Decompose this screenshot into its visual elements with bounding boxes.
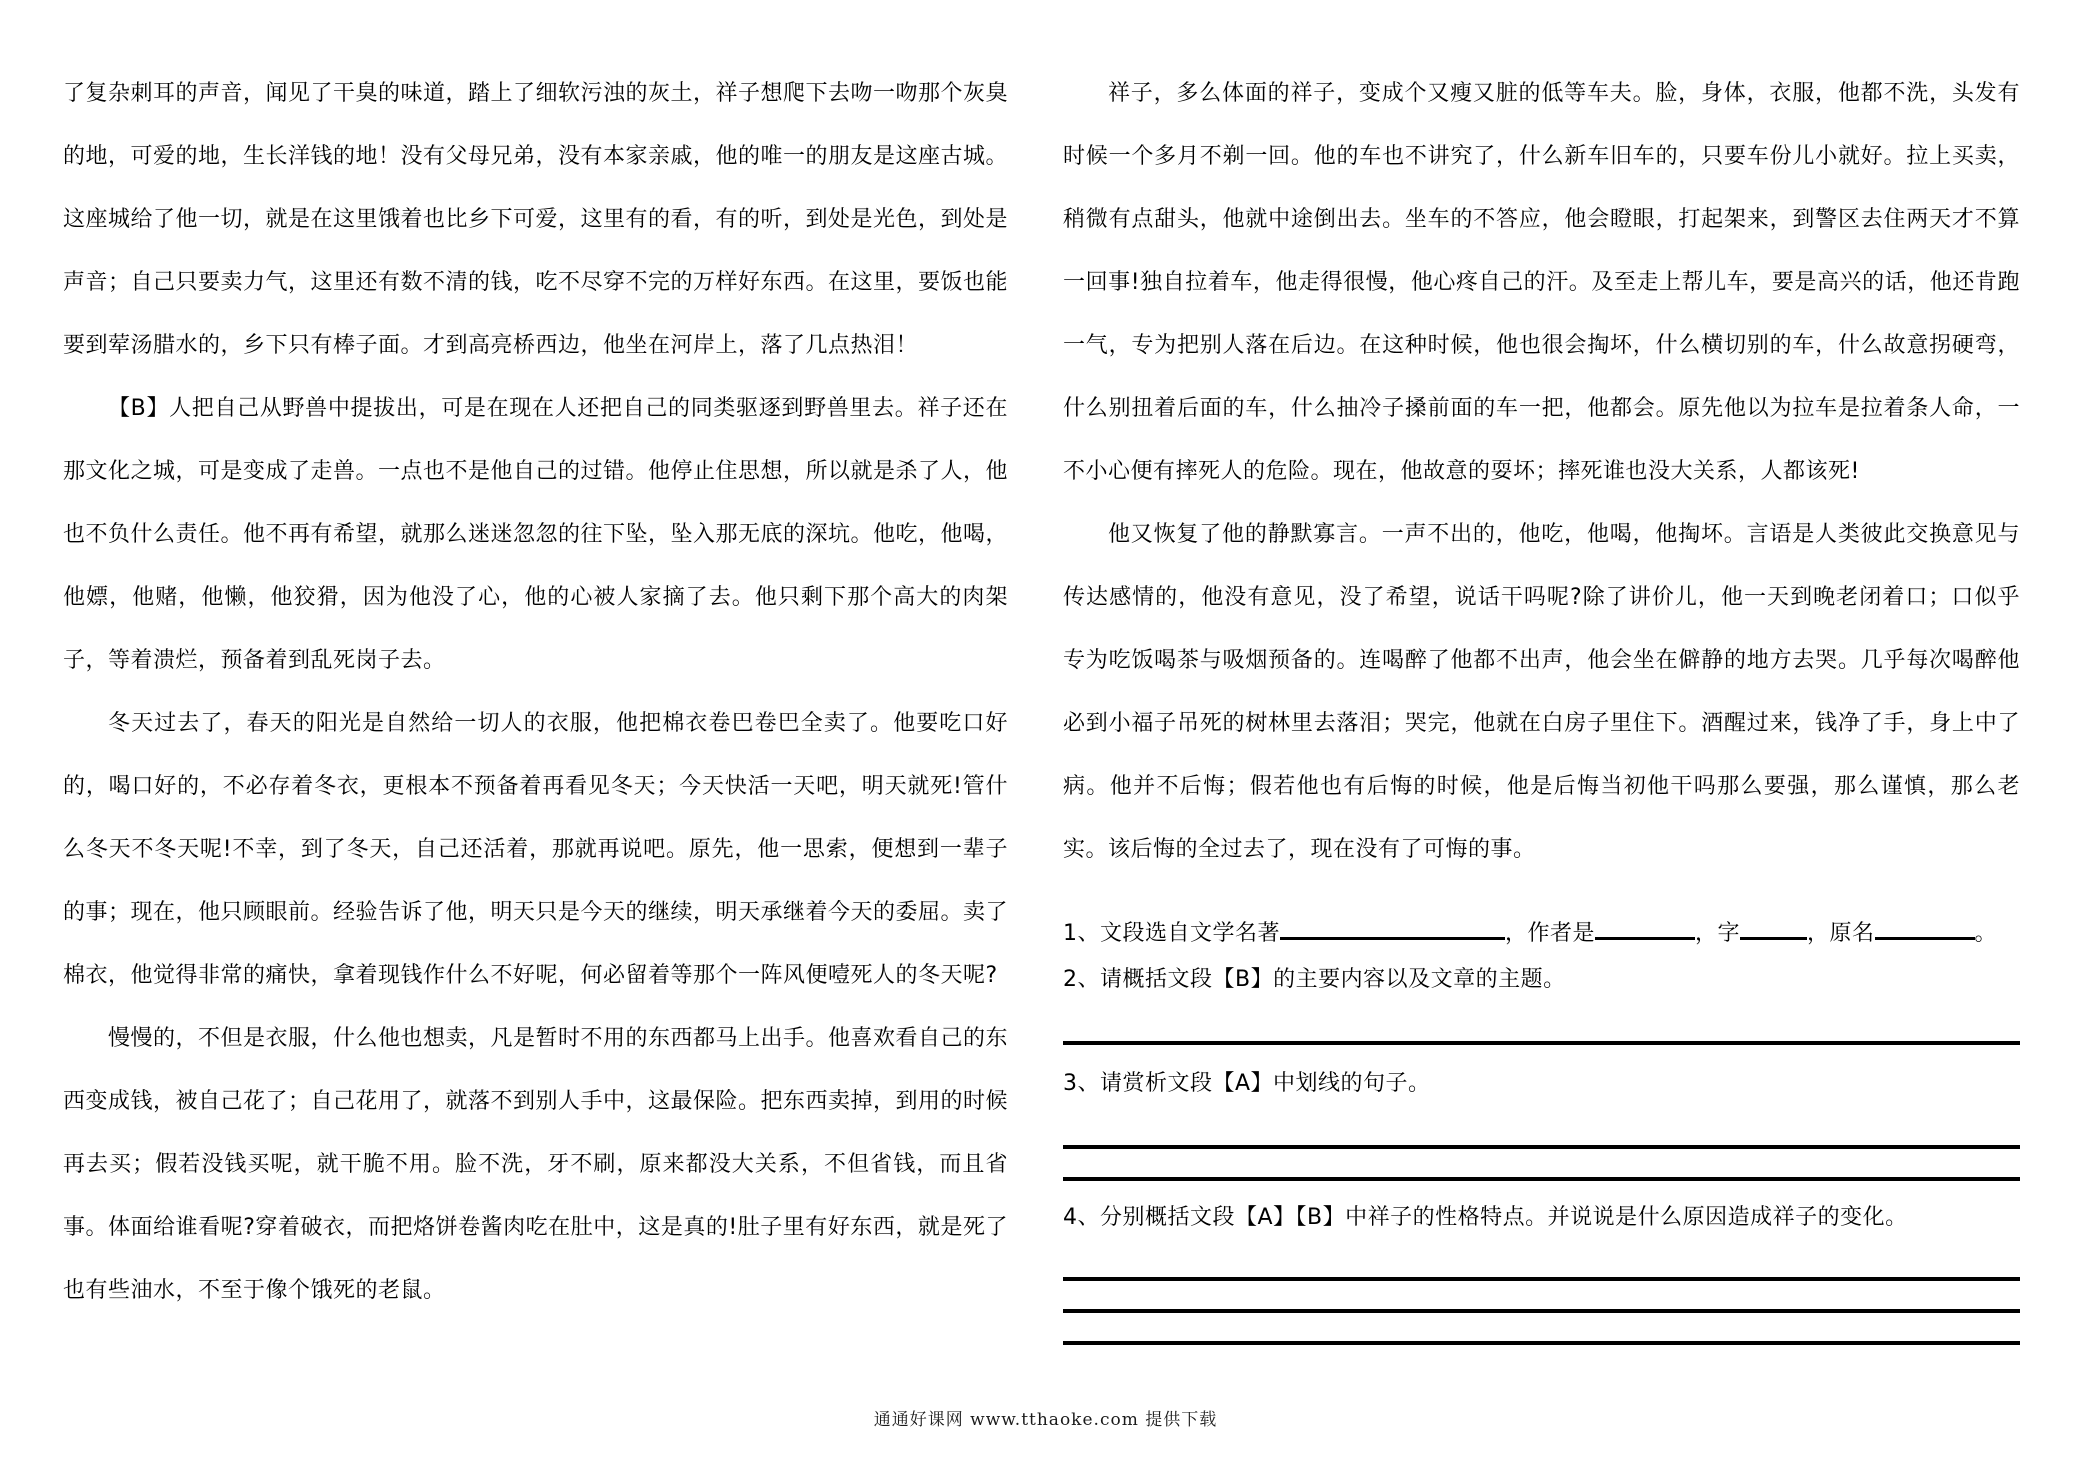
answer-line bbox=[1063, 1277, 2020, 1281]
passage-b-paragraph-2: 冬天过去了，春天的阳光是自然给一切人的衣服，他把棉衣卷巴卷巴全卖了。他要吃口好的，喝口好的，不必存着冬衣，更根本不预备着再看见冬天；今天快活一天吧，明天就死!管什么冬天不冬天呢!不幸，到了冬天，自己还活着，那就再说吧。原先，他一思索，便想到一辈子的事；现在，他只顾眼前。经验告诉了他，明天只是今天的继续，明天承继着今天的委屈。卖了棉衣，他觉得非常的痛快，拿着现钱作什么不好呢，何必留着等那个一阵风便噎死人的冬天呢? bbox=[63, 711, 1009, 988]
question-1-text-part-1: 1、文段选自文学名著 bbox=[1063, 921, 1280, 946]
question-1-blank-original-name bbox=[1875, 915, 1975, 940]
question-1-blank-book-title bbox=[1280, 915, 1505, 940]
answer-line bbox=[1063, 1177, 2020, 1181]
question-4: 4、分别概括文段【A】【B】中祥子的性格特点。并说说是什么原因造成祥子的变化。 bbox=[1063, 1205, 1908, 1230]
passage-a-continuation-paragraph: 了复杂刺耳的声音，闻见了干臭的味道，踏上了细软污浊的灰土，祥子想爬下去吻一吻那个灰臭的地，可爱的地，生长洋钱的地！没有父母兄弟，没有本家亲戚，他的唯一的朋友是这座古城。这座城给了他一切，就是在这里饿着也比乡下可爱，这里有的看，有的听，到处是光色，到处是声音；自己只要卖力气，这里还有数不清的钱，吃不尽穿不完的万样好东西。在这里，要饭也能要到荤汤腊水的，乡下只有棒子面。才到高亮桥西边，他坐在河岸上，落了几点热泪！ bbox=[63, 81, 1009, 358]
question-1-text-part-3: ，字 bbox=[1695, 921, 1741, 946]
question-1 bbox=[1063, 911, 2020, 957]
question-1-blank-author bbox=[1595, 915, 1695, 940]
answer-line bbox=[1063, 1145, 2020, 1149]
footer-watermark bbox=[0, 1405, 2091, 1430]
passage-b-paragraph-5: 他又恢复了他的静默寡言。一声不出的，他吃，他喝，他掏坏。言语是人类彼此交换意见与传达感情的，他没有意见，没了希望，说话干吗呢?除了讲价儿，他一天到晚老闭着口；口似乎专为吃饭喝茶与吸烟预备的。连喝醉了他都不出声，他会坐在僻静的地方去哭。几乎每次喝醉他必到小福子吊死的树林里去落泪；哭完，他就在白房子里住下。酒醒过来，钱净了手，身上中了病。他并不后悔；假若他也有后悔的时候，他是后悔当初他干吗那么要强，那么谨慎，那么老实。该后悔的全过去了，现在没有了可悔的事。 bbox=[1063, 522, 2020, 862]
two-column-layout bbox=[63, 62, 2025, 1345]
question-1-text-part-2: ，作者是 bbox=[1505, 921, 1596, 946]
answer-line bbox=[1063, 1041, 2020, 1045]
question-3: 3、请赏析文段【A】中划线的句子。 bbox=[1063, 1071, 1431, 1096]
passage-b-paragraph-1: 【B】人把自己从野兽中提拔出，可是在现在人还把自己的同类驱逐到野兽里去。祥子还在那文化之城，可是变成了走兽。一点也不是他自己的过错。他停止住思想，所以就是杀了人，他也不负什么责任。他不再有希望，就那么迷迷忽忽的往下坠，坠入那无底的深坑。他吃，他喝，他嫖，他赌，他懒，他狡猾，因为他没了心，他的心被人家摘了去。他只剩下那个高大的肉架子，等着溃烂，预备着到乱死岗子去。 bbox=[63, 396, 1009, 673]
passage-b-paragraph-4: 祥子，多么体面的祥子，变成个又瘦又脏的低等车夫。脸，身体，衣服，他都不洗，头发有时候一个多月不剃一回。他的车也不讲究了，什么新车旧车的，只要车份儿小就好。拉上买卖，稍微有点甜头，他就中途倒出去。坐车的不答应，他会瞪眼，打起架来，到警区去住两天才不算一回事!独自拉着车，他走得很慢，他心疼自己的汗。及至走上帮儿车，要是高兴的话，他还肯跑一气，专为把别人落在后边。在这种时候，他也很会掏坏，什么横切别的车，什么故意拐硬弯，什么别扭着后面的车，什么抽冷子搡前面的车一把，他都会。原先他以为拉车是拉着条人命，一不小心便有摔死人的危险。现在，他故意的耍坏；摔死谁也没大关系，人都该死! bbox=[1063, 81, 2020, 484]
answer-line bbox=[1063, 1309, 2020, 1313]
footer-watermark-text: 通通好课网 www.tthaoke.com 提供下载 bbox=[873, 1410, 1218, 1430]
question-1-blank-courtesy-name bbox=[1740, 915, 1807, 940]
question-2: 2、请概括文段【B】的主要内容以及文章的主题。 bbox=[1063, 967, 1566, 992]
answer-line bbox=[1063, 1341, 2020, 1345]
question-1-text-part-4: ，原名 bbox=[1807, 921, 1875, 946]
left-column bbox=[63, 62, 1008, 1345]
passage-b-paragraph-3: 慢慢的，不但是衣服，什么他也想卖，凡是暂时不用的东西都马上出手。他喜欢看自己的东西变成钱，被自己花了；自己花用了，就落不到别人手中，这最保险。把东西卖掉，到用的时候再去买；假若没钱买呢，就干脆不用。脸不洗，牙不刷，原来都没大关系，不但省钱，而且省事。体面给谁看呢?穿着破衣，而把烙饼卷酱肉吃在肚中，这是真的!肚子里有好东西，就是死了也有些油水，不至于像个饿死的老鼠。 bbox=[63, 1026, 1009, 1303]
question-1-text-part-5: 。 bbox=[1974, 921, 1998, 946]
right-column bbox=[1063, 62, 2020, 1345]
